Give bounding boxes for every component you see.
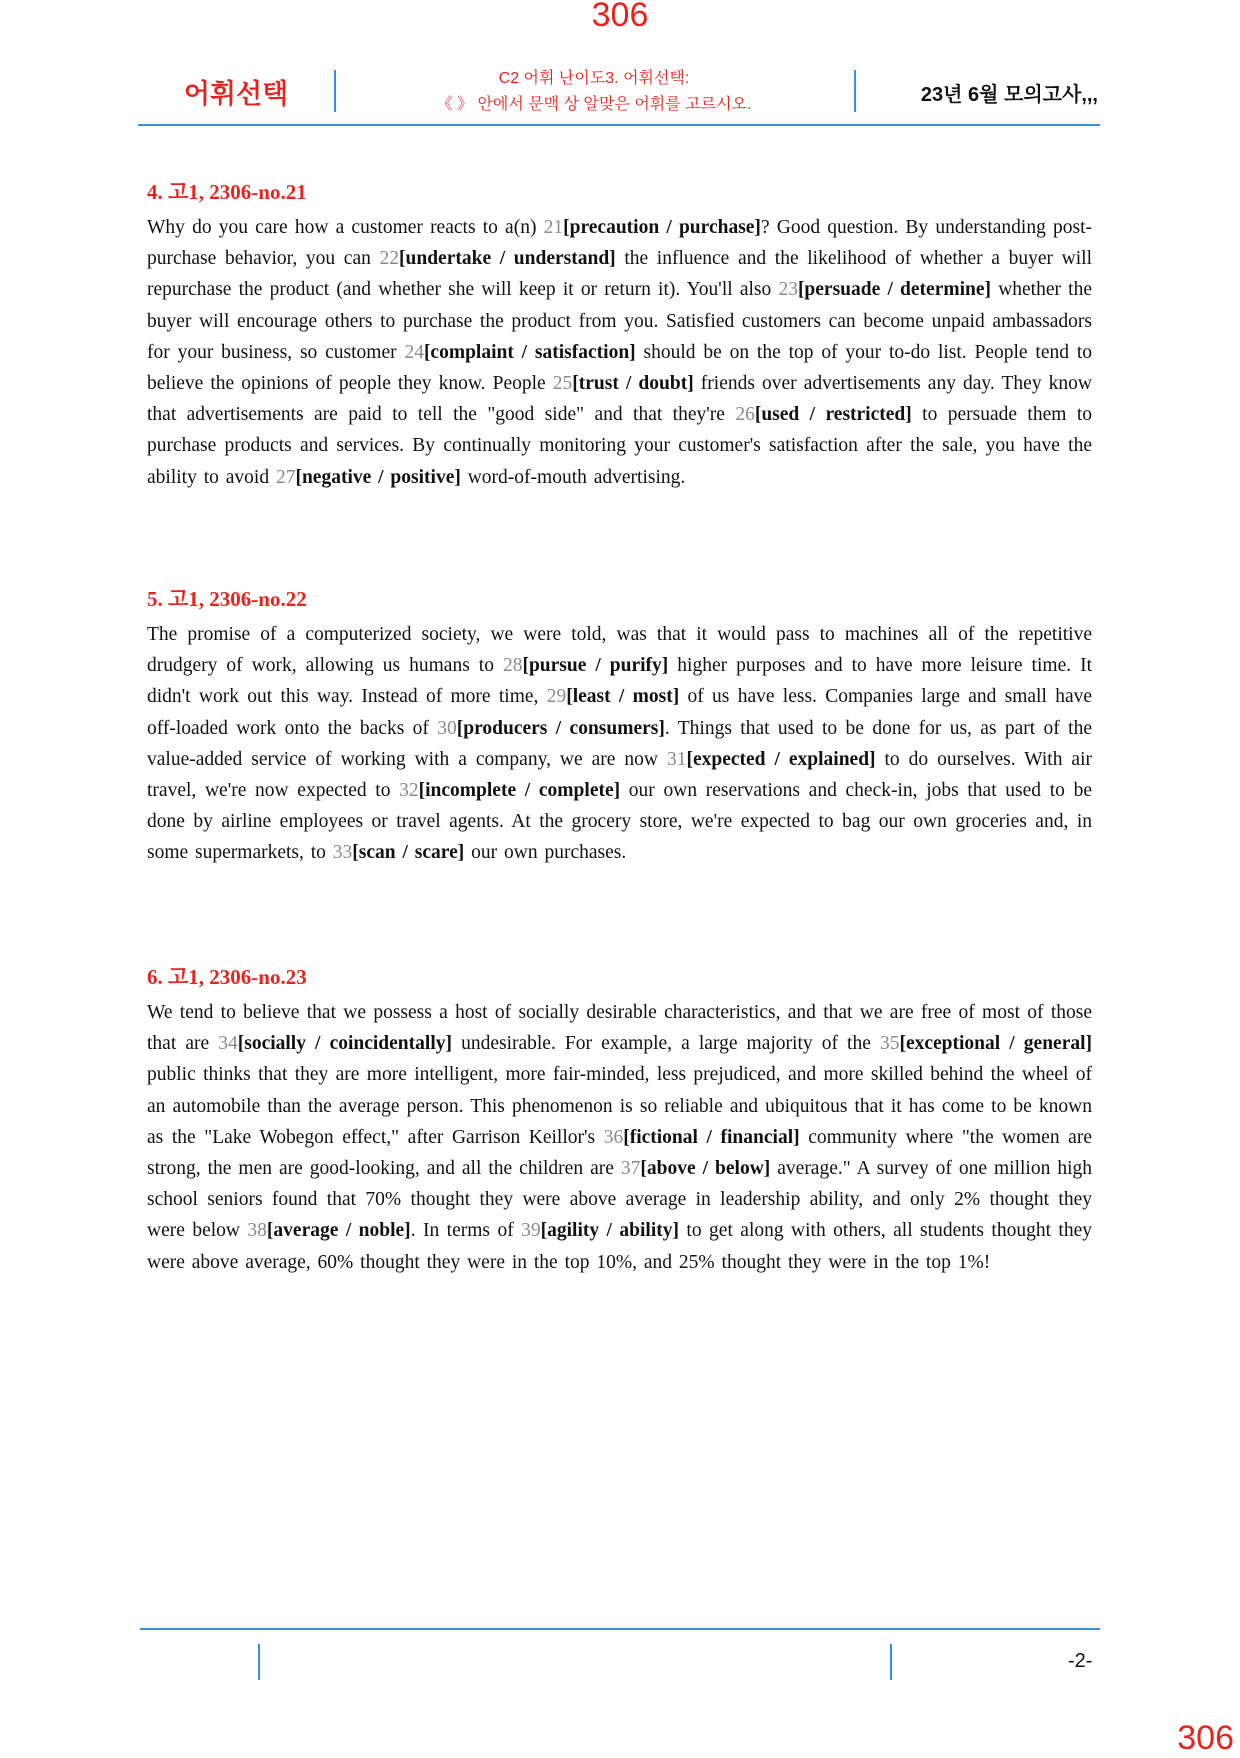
word-choice[interactable]: [scan / scare] (352, 842, 465, 864)
word-choice[interactable]: [producers / consumers] (456, 717, 665, 739)
question-title: 6. 고1, 2306-no.23 (147, 965, 307, 989)
passage-text: whether the buyer will encourage others to purchase the product from you. Satisfied customers can become unpaid ambassadors for your business, so customer (147, 279, 1092, 363)
passage-text: higher purposes and to have more leisure time. It didn't work out this way. Instead of more time, (147, 655, 1092, 708)
blank-number: 21 (543, 217, 564, 238)
passage-text: community where "the women are strong, the men are good-looking, and all the children are (147, 1126, 1092, 1180)
question-passage (147, 997, 1092, 1278)
blank-number: 34 (218, 1033, 238, 1055)
word-choice[interactable]: [expected / explained] (686, 748, 876, 770)
word-choice[interactable]: [persuade / determine] (797, 279, 992, 301)
word-choice[interactable]: [exceptional / general] (899, 1033, 1093, 1055)
passage-text: The promise of a computerized society, we were told, was that it would pass to machines all of the repetitive drudgery of work, allowing us humans to (147, 624, 1092, 677)
header-instructions-line2: 《 》 안에서 문맥 상 알맞은 어휘를 고르시오. (436, 96, 752, 113)
page-stamp-bottom: 306 (1177, 1719, 1234, 1757)
passage-text: undesirable. For example, a large majority of the (451, 1033, 880, 1055)
word-choice[interactable]: [incomplete / complete] (418, 780, 621, 802)
question-block (147, 176, 1092, 493)
blank-number: 25 (552, 373, 573, 395)
passage-text: average." A survey of one million high school seniors found that 70% thought they were above average in leadership ability, and only 2% thought they were below (147, 1158, 1092, 1242)
header-exam-title: 23년 6월 모의고사,,, (920, 84, 1098, 106)
word-choice[interactable]: [used / restricted] (754, 404, 912, 426)
header-divider-right (854, 70, 856, 112)
blank-number: 38 (247, 1220, 267, 1242)
word-choice[interactable]: [agility / ability] (540, 1220, 679, 1242)
passage-text: . In terms of (410, 1220, 522, 1242)
passage-text: We tend to believe that we possess a host of socially desirable characteristics, and that we are free of most of those that are (147, 1002, 1092, 1055)
passage-text: our own purchases. (464, 842, 627, 864)
passage-text: Why do you care how a customer reacts to a(n) (147, 217, 544, 238)
passage-text: to persuade them to purchase products and services. By continually monitoring your customer's satisfaction after the sale, you have the ability to avoid (147, 404, 1092, 488)
passage-text: to get along with others, all students thought they were above average, 60% thought they were in the top 10%, and 25% thought they were in the top 1%! (147, 1220, 1093, 1273)
page-number: -2- (1068, 1650, 1093, 1672)
passage-text: friends over advertisements any day. They know that advertisements are paid to tell the "good side" and that they're (147, 373, 1093, 426)
passage-text: to do ourselves. With air travel, we're now expected to (147, 748, 1092, 802)
blank-number: 27 (275, 466, 296, 488)
passage-text: ? Good question. By understanding post-purchase behavior, you can (147, 217, 1092, 270)
passage-text: our own reservations and check-in, jobs that used to be done by airline employees or travel agents. At the grocery store, we're expected to bag our own groceries and, in some supermarkets, to (147, 780, 1093, 864)
blank-number: 24 (404, 341, 424, 363)
word-choice[interactable]: [socially / coincidentally] (237, 1033, 452, 1055)
question-block (147, 583, 1092, 869)
blank-number: 37 (620, 1158, 641, 1180)
blank-number: 33 (332, 842, 353, 864)
word-choice[interactable]: [precaution / purchase] (563, 217, 761, 238)
word-choice[interactable]: [complaint / satisfaction] (423, 341, 636, 363)
footer-divider-right (890, 1644, 892, 1680)
blank-number: 31 (666, 748, 687, 770)
passage-text: . Things that used to be done for us, as part of the value-added service of working with a company, we are now (147, 717, 1092, 770)
question-passage (147, 212, 1092, 493)
blank-number: 35 (879, 1033, 900, 1055)
passage-text: word-of-mouth advertising. (460, 466, 686, 488)
footer-rule (140, 1628, 1100, 1630)
passage-text: public thinks that they are more intelligent, more fair-minded, less prejudiced, and more skilled behind the wheel of an automobile than the average person. This phenomenon is so reliable and ubiquitous that it has come to be known as the "Lake Wobegon effect," after Garrison Keillor's (147, 1064, 1092, 1148)
blank-number: 32 (399, 780, 419, 802)
question-title: 4. 고1, 2306-no.21 (147, 180, 307, 204)
blank-number: 22 (379, 248, 400, 270)
page-stamp-top: 306 (591, 0, 649, 34)
blank-number: 26 (735, 404, 755, 426)
blank-number: 28 (502, 655, 523, 677)
footer-divider-left (258, 1644, 260, 1680)
passage-text: of us have less. Companies large and small have off-loaded work onto the backs of (147, 686, 1093, 739)
blank-number: 29 (546, 686, 567, 708)
question-passage (147, 619, 1092, 869)
blank-number: 36 (603, 1126, 624, 1148)
passage-text: the influence and the likelihood of whether a buyer will repurchase the product (and whether she will keep it or return it). You'll also (147, 248, 1092, 301)
blank-number: 23 (778, 279, 798, 301)
word-choice[interactable]: [average / noble] (266, 1220, 411, 1242)
header-instructions-line1: C2 어휘 난이도3. 어휘선택: (498, 70, 690, 87)
header-category-title: 어휘선택 (183, 79, 289, 109)
word-choice[interactable]: [least / most] (566, 686, 680, 708)
word-choice[interactable]: [trust / doubt] (572, 373, 694, 395)
word-choice[interactable]: [fictional / financial] (623, 1126, 800, 1148)
passage-text: should be on the top of your to-do list. People tend to believe the opinions of people they know. People (147, 341, 1092, 395)
blank-number: 30 (437, 717, 457, 739)
question-block (147, 961, 1092, 1278)
word-choice[interactable]: [undertake / understand] (399, 248, 616, 270)
page-header (138, 62, 1100, 126)
word-choice[interactable]: [pursue / purify] (522, 655, 669, 677)
blank-number: 39 (521, 1220, 541, 1242)
question-title: 5. 고1, 2306-no.22 (147, 587, 307, 611)
header-instructions (334, 66, 854, 118)
word-choice[interactable]: [negative / positive] (295, 466, 461, 488)
word-choice[interactable]: [above / below] (640, 1158, 771, 1180)
